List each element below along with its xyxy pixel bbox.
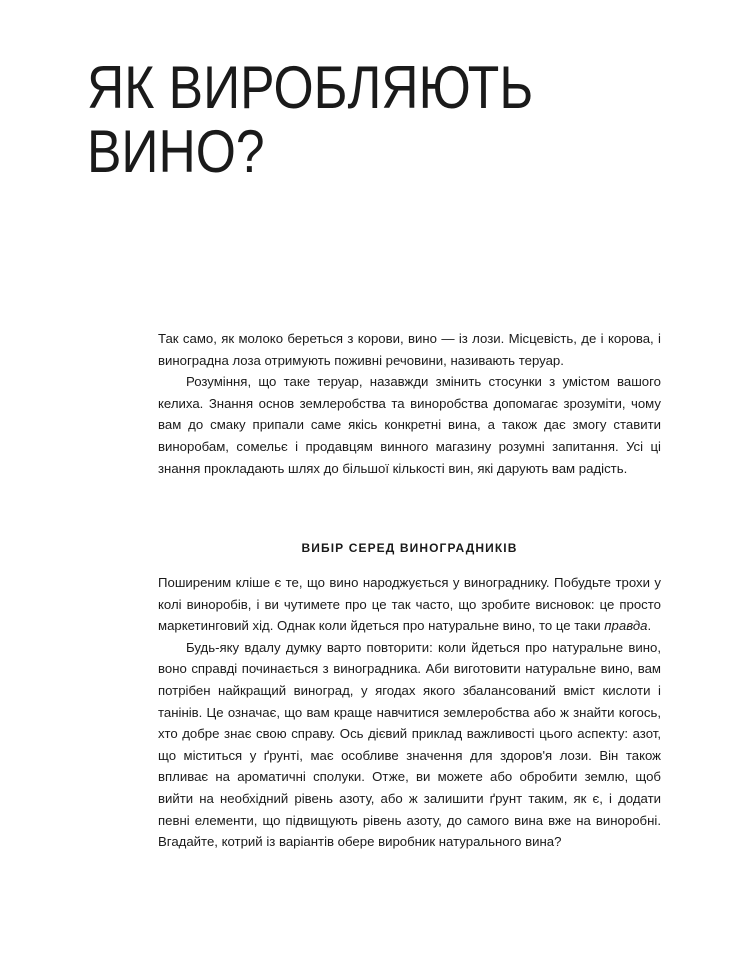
vineyard-section: [158, 538, 661, 853]
intro-paragraph-2: Розуміння, що таке теруар, назавжди змінить стосунки з умістом вашого келиха. Знання основ землеробства та виноробства допомагає зрозуміти, чому вам до смаку припали саме якісь конкретні вина, а також дає змогу ставити виноробам, сомельє і продавцям винного магазину розумні запитання. Усі ці знання прокладають шлях до більшої кількості вин, які дарують вам радість.: [158, 374, 661, 476]
section-paragraph-2: Будь-яку вдалу думку варто повторити: коли йдеться про натуральне вино, воно справді починається з виноградника. Аби виготовити натуральне вино, вам потрібен найкращий виноград, у ягодах якого збалансований вміст кислоти і танінів. Це означає, що вам краще навчитися землеробства або ж знайти когось, хто добре знає свою справу. Ось дієвий приклад важливості цього аспекту: азот, що міститься у ґрунті, має особливе значення для здоров'я лози. Він також впливає на ароматичні сполуки. Отже, ви можете або обробити землю, щоб вийти на необхідний рівень азоту, або ж залишити ґрунт таким, як є, і додати певні елементи, що підвищують рівень азоту, до самого вина вже на виноробні. Вгадайте, котрий із варіантів обере виробник натурального вина?: [158, 639, 661, 850]
section-paragraph-1-text: Поширеним кліше є те, що вино народжується у винограднику. Побудьте трохи у колі виноробів, і ви чутимете про це так часто, що зробите висновок: це просто маркетинговий хід. Однак коли йдеться про натуральне вино, то це таки: [158, 575, 661, 634]
chapter-title: [87, 56, 620, 184]
intro-paragraph-1: Так само, як молоко береться з корови, вино — із лози. Місцевість, де і корова, і виноградна лоза отримують поживні речовини, називають теруар.: [158, 331, 661, 368]
section-heading: ВИБІР СЕРЕД ВИНОГРАДНИКІВ: [301, 541, 518, 555]
intro-text-block: [158, 328, 661, 479]
chapter-title-line-2: ВИНО?: [87, 118, 265, 185]
section-paragraph-1-end: .: [647, 618, 652, 634]
section-paragraph-1: [158, 572, 661, 637]
section-paragraph-1-emphasis: правда: [604, 618, 648, 634]
chapter-title-line-1: ЯК ВИРОБЛЯЮТЬ: [87, 54, 534, 121]
